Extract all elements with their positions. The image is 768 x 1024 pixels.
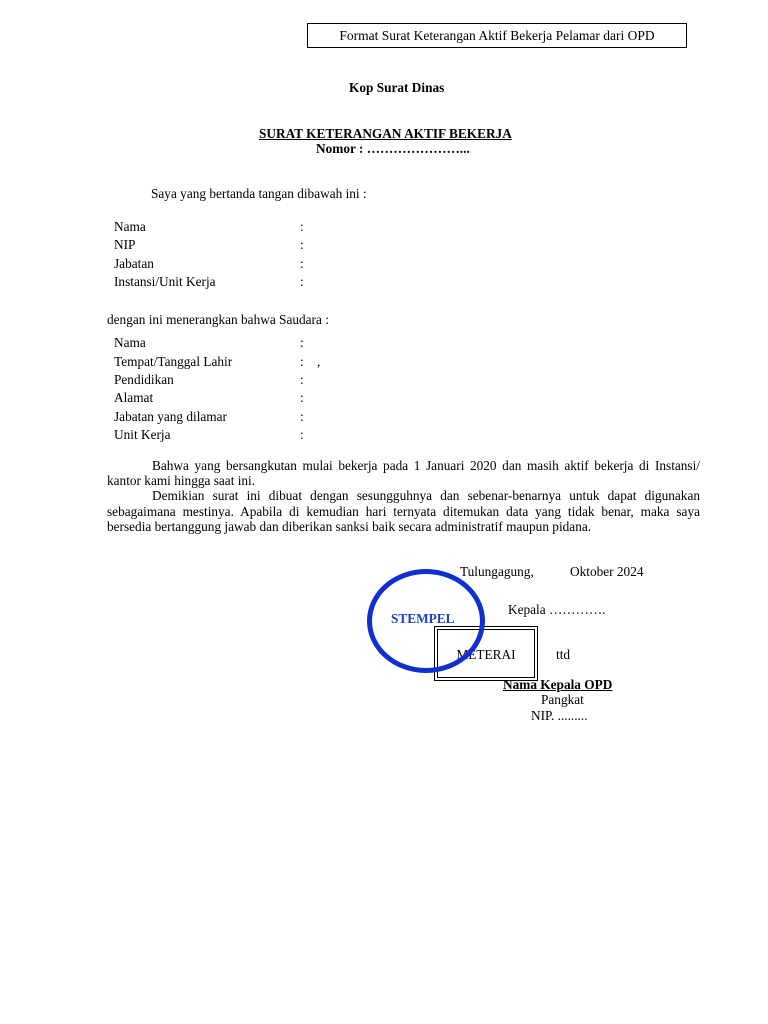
letterhead-placeholder: Kop Surat Dinas <box>349 80 445 95</box>
statement-intro: dengan ini menerangkan bahwa Saudara : <box>107 312 329 327</box>
subject-education-value: : <box>300 372 304 387</box>
employment-statement: Bahwa yang bersangkutan mulai bekerja pada 1 Januari 2020 dan masih aktif bekerja di Instansi/ kantor kami hingga saat ini. <box>107 458 700 489</box>
intro-text: Saya yang bertanda tangan dibawah ini : <box>151 186 367 201</box>
subject-name-label: Nama <box>114 335 146 350</box>
stamp-label: STEMPEL <box>391 611 455 626</box>
signer-position-label: Jabatan <box>114 256 154 271</box>
subject-name-value: : <box>300 335 304 350</box>
signer-nip: NIP. ......... <box>531 708 588 723</box>
signer-agency-value: : <box>300 274 304 289</box>
letter-title: SURAT KETERANGAN AKTIF BEKERJA <box>259 126 512 141</box>
subject-applied-position-value: : <box>300 409 304 424</box>
signer-agency-label: Instansi/Unit Kerja <box>114 274 216 289</box>
signer-nip-value: : <box>300 237 304 252</box>
signer-position-value: : <box>300 256 304 271</box>
document-format-label: Format Surat Keterangan Aktif Bekerja Pelamar dari OPD <box>307 23 687 48</box>
signature-ttd: ttd <box>556 647 571 662</box>
subject-applied-position-label: Jabatan yang dilamar <box>114 409 227 424</box>
signer-name: Nama Kepala OPD <box>503 677 613 692</box>
subject-birth-value: : , <box>300 354 321 369</box>
closing-statement: Demikian surat ini dibuat dengan sesungguhnya dan sebenar-benarnya untuk dapat digunakan sebagaimana mestinya. Apabila di kemudian hari ternyata ditemukan data yang tidak benar, maka saya bersedia bertanggung jawab dan diberikan sanksi baik secara administratif maupun pidana. <box>107 488 700 534</box>
subject-unit-label: Unit Kerja <box>114 427 171 442</box>
signature-place: Tulungagung, <box>460 564 534 579</box>
signer-title: Kepala …………. <box>508 602 606 617</box>
signer-name-label: Nama <box>114 219 146 234</box>
subject-education-label: Pendidikan <box>114 372 174 387</box>
signer-nip-label: NIP <box>114 237 136 252</box>
letter-number: Nomor : …………………... <box>316 141 470 156</box>
signer-name-value: : <box>300 219 304 234</box>
signature-date: Oktober 2024 <box>570 564 644 579</box>
subject-address-value: : <box>300 390 304 405</box>
meterai-label: METERAI <box>437 629 535 678</box>
subject-address-label: Alamat <box>114 390 154 405</box>
signer-rank: Pangkat <box>541 692 584 707</box>
letter-body <box>107 458 700 534</box>
subject-unit-value: : <box>300 427 304 442</box>
subject-birth-label: Tempat/Tanggal Lahir <box>114 354 233 369</box>
